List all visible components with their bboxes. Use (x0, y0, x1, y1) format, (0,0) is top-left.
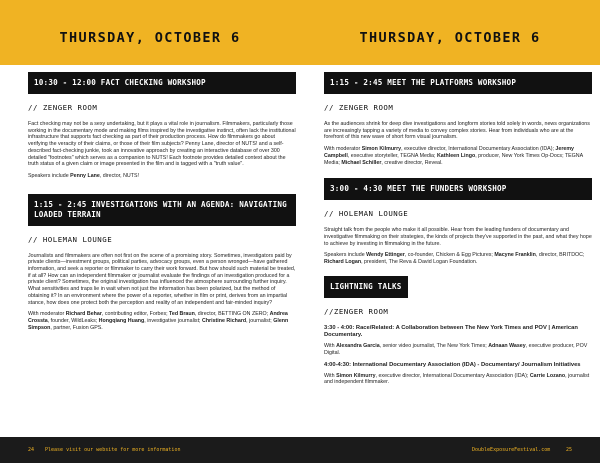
day-title-left: THURSDAY, OCTOBER 6 (59, 30, 241, 46)
speaker-name: Richard Behar (65, 311, 102, 318)
speaker-name: Simon Kilmurry (336, 372, 376, 379)
speaker-name: Adnaan Wasey (488, 343, 526, 350)
speakers-line (324, 252, 592, 265)
room-label: // ZENGER ROOM (28, 103, 98, 112)
page-number-right: 25 (566, 447, 573, 453)
speaker-role: , contributing editor, Forbes; (101, 311, 170, 318)
speakers-line (28, 311, 296, 331)
room-label: // ZENGER ROOM (324, 103, 394, 112)
session-description: Straight talk from the people who make it all possible. Hear from the leading funders of documentary and investigative filmmaking on their strategies, the kinds of projects they've supported in the past, and what they hope to achieve by investing in filmmaking in the future. (324, 227, 592, 247)
speaker-name: Ted Braun (169, 311, 195, 318)
right-column (324, 72, 592, 386)
speakers-line (324, 343, 592, 356)
speaker-name: Hongqiang Huang (98, 317, 145, 324)
session-banner: LIGHTNING TALKS (324, 276, 408, 298)
speaker-role: , president, The Reva & David Logan Foundation. (361, 259, 478, 266)
session-description: Journalists and filmmakers are often not first on the scene of a promising story. Sometimes, investigators paid by private clients—investment groups, political parties, advocacy groups, even a person wronged—have gathered information, and seek a reporter or filmmaker to carry their work forward. But how should such material be treated, if at all? How can an independent filmmaker or journalist evaluate the findings of an investigation produced for a private client? Sometimes, the original investigation has influenced the atmosphere surrounding further inquiry. What sensitivities and traps lie in wait when not just the information has been polarized, but the method of obtaining it? In an environment where the power of a reporter, whether in film or print, derives from an impartial stance, how does one protect both the perception and reality of an independent and fair-minded inquiry? (28, 252, 296, 306)
footer-message: Please visit our website for more information (45, 447, 181, 453)
speaker-name: Macyne Franklin (494, 252, 536, 259)
speaker-name: Michael Schiller (341, 159, 382, 166)
speakers-line (324, 146, 592, 166)
speaker-role: , director, BETTING ON ZERO; (194, 311, 270, 318)
speakers-label: Speakers include (324, 252, 367, 259)
speaker-name: Alexandra Garcia (336, 343, 380, 350)
speaker-name: Wendy Ettinger (366, 252, 405, 259)
speaker-role: , senior video journalist, The New York Times; (379, 343, 489, 350)
session-banner: 10:30 - 12:00 FACT CHECKING WORKSHOP (28, 72, 296, 94)
speaker-name: Richard Logan (324, 259, 362, 266)
speakers-line (324, 373, 592, 386)
left-column (28, 72, 296, 331)
speaker-role: , founder, WildLeaks; (47, 317, 99, 324)
speaker-name: Andrea Crossta (28, 311, 288, 324)
session-banner: 1:15 - 2:45 INVESTIGATIONS WITH AN AGENDA: NAVIGATING LOADED TERRAIN (28, 194, 296, 226)
session-description: As the audiences shrink for deep dive investigations and longform stories told solely in words, news organizations are increasingly tapping a variety of media to convey complex stories. Hear from individuals who are at the forefront of this new wave of short form visual journalism. (324, 121, 590, 141)
speaker-role: , creative director, Reveal. (381, 159, 443, 166)
session-banner: 3:00 - 4:30 MEET THE FUNDERS WORKSHOP (324, 178, 592, 200)
speaker-role: , investigative journalist; (144, 317, 202, 324)
speaker-name: Kathleen Lingo (436, 152, 476, 159)
lightning-banner-wrap (324, 276, 592, 298)
speaker-name: Carrie Lozano (529, 372, 566, 379)
talk-title: 3:30 - 4:00: Race/Related: A Collaboration between The New York Times and POV | American Documentary. (324, 324, 578, 338)
speaker-role: , producer, New York Times Op-Docs; TEGNA Media; (324, 152, 583, 166)
speaker-role: , co-founder, Chicken & Egg Pictures; (404, 252, 495, 259)
speaker-name: Simon Kilmurry (361, 146, 402, 153)
speaker-role: , partner, Fusion GPS. (50, 324, 103, 331)
speakers-label: Speakers include (28, 172, 71, 179)
talk-title: 4:00-4:30: International Documentary Association (IDA) - Documentary/ Journalism Initiatives (324, 361, 581, 368)
speaker-role: , executive director, International Documentary Association (IDA); (375, 372, 530, 379)
speaker-role: , executive producer, POV Digital. (324, 343, 588, 356)
speakers-line (28, 173, 296, 180)
speakers-label: With moderator (28, 311, 66, 318)
speakers-label: With (324, 372, 337, 379)
speaker-name: Jeremy Campbell (324, 146, 574, 159)
session-banner: 1:15 - 2:45 MEET THE PLATFORMS WORKSHOP (324, 72, 592, 94)
speaker-role: , journalist; (246, 317, 274, 324)
speakers-label: With (324, 343, 337, 350)
room-label: // HOLEMAN LOUNGE (324, 209, 409, 219)
room-label: //ZENGER ROOM (324, 306, 389, 316)
website-link[interactable]: DoubleExposureFestival.com (472, 447, 551, 453)
speakers-label: With moderator (324, 146, 362, 153)
speaker-name: Christine Richard (202, 317, 247, 324)
speaker-role: , director, BRITDOC; (535, 252, 585, 259)
page-number-left: 24 (28, 447, 35, 453)
speaker-role: , executive director, International Documentary Association (IDA); (401, 146, 556, 153)
speaker-role: , executive storyteller, TEGNA Media; (347, 152, 437, 159)
session-description: Fact checking may not be a sexy undertaking, but it plays a vital role in journalism. Filmmakers, particularly those working in the documentary mode and making films inspired by the investigative instinct, often lack the institutional infrastructure that supports fact checking as part of their production process. How do filmmakers go about verifying the veracity of their claims, or those of their film subjects? Penny Lane, director of NUTS! and a self-described fact-checking junkie, took an innovative approach by creating an interactive database of over 300 detailed "footnotes" which serves as a companion to NUTS! Each footnote provides detailed context about the truth status of a given claim or image presented in the film and is tagged with a "truth value". (28, 121, 296, 168)
speaker-name: Glenn Simpson (28, 317, 289, 331)
room-label: // HOLEMAN LOUNGE (28, 234, 113, 244)
speaker-name: Penny Lane (70, 172, 100, 179)
speaker-role: , journalist and independent filmmaker. (324, 372, 590, 386)
speaker-role: , director, NUTS! (99, 172, 139, 179)
day-title-right: THURSDAY, OCTOBER 6 (359, 30, 541, 46)
